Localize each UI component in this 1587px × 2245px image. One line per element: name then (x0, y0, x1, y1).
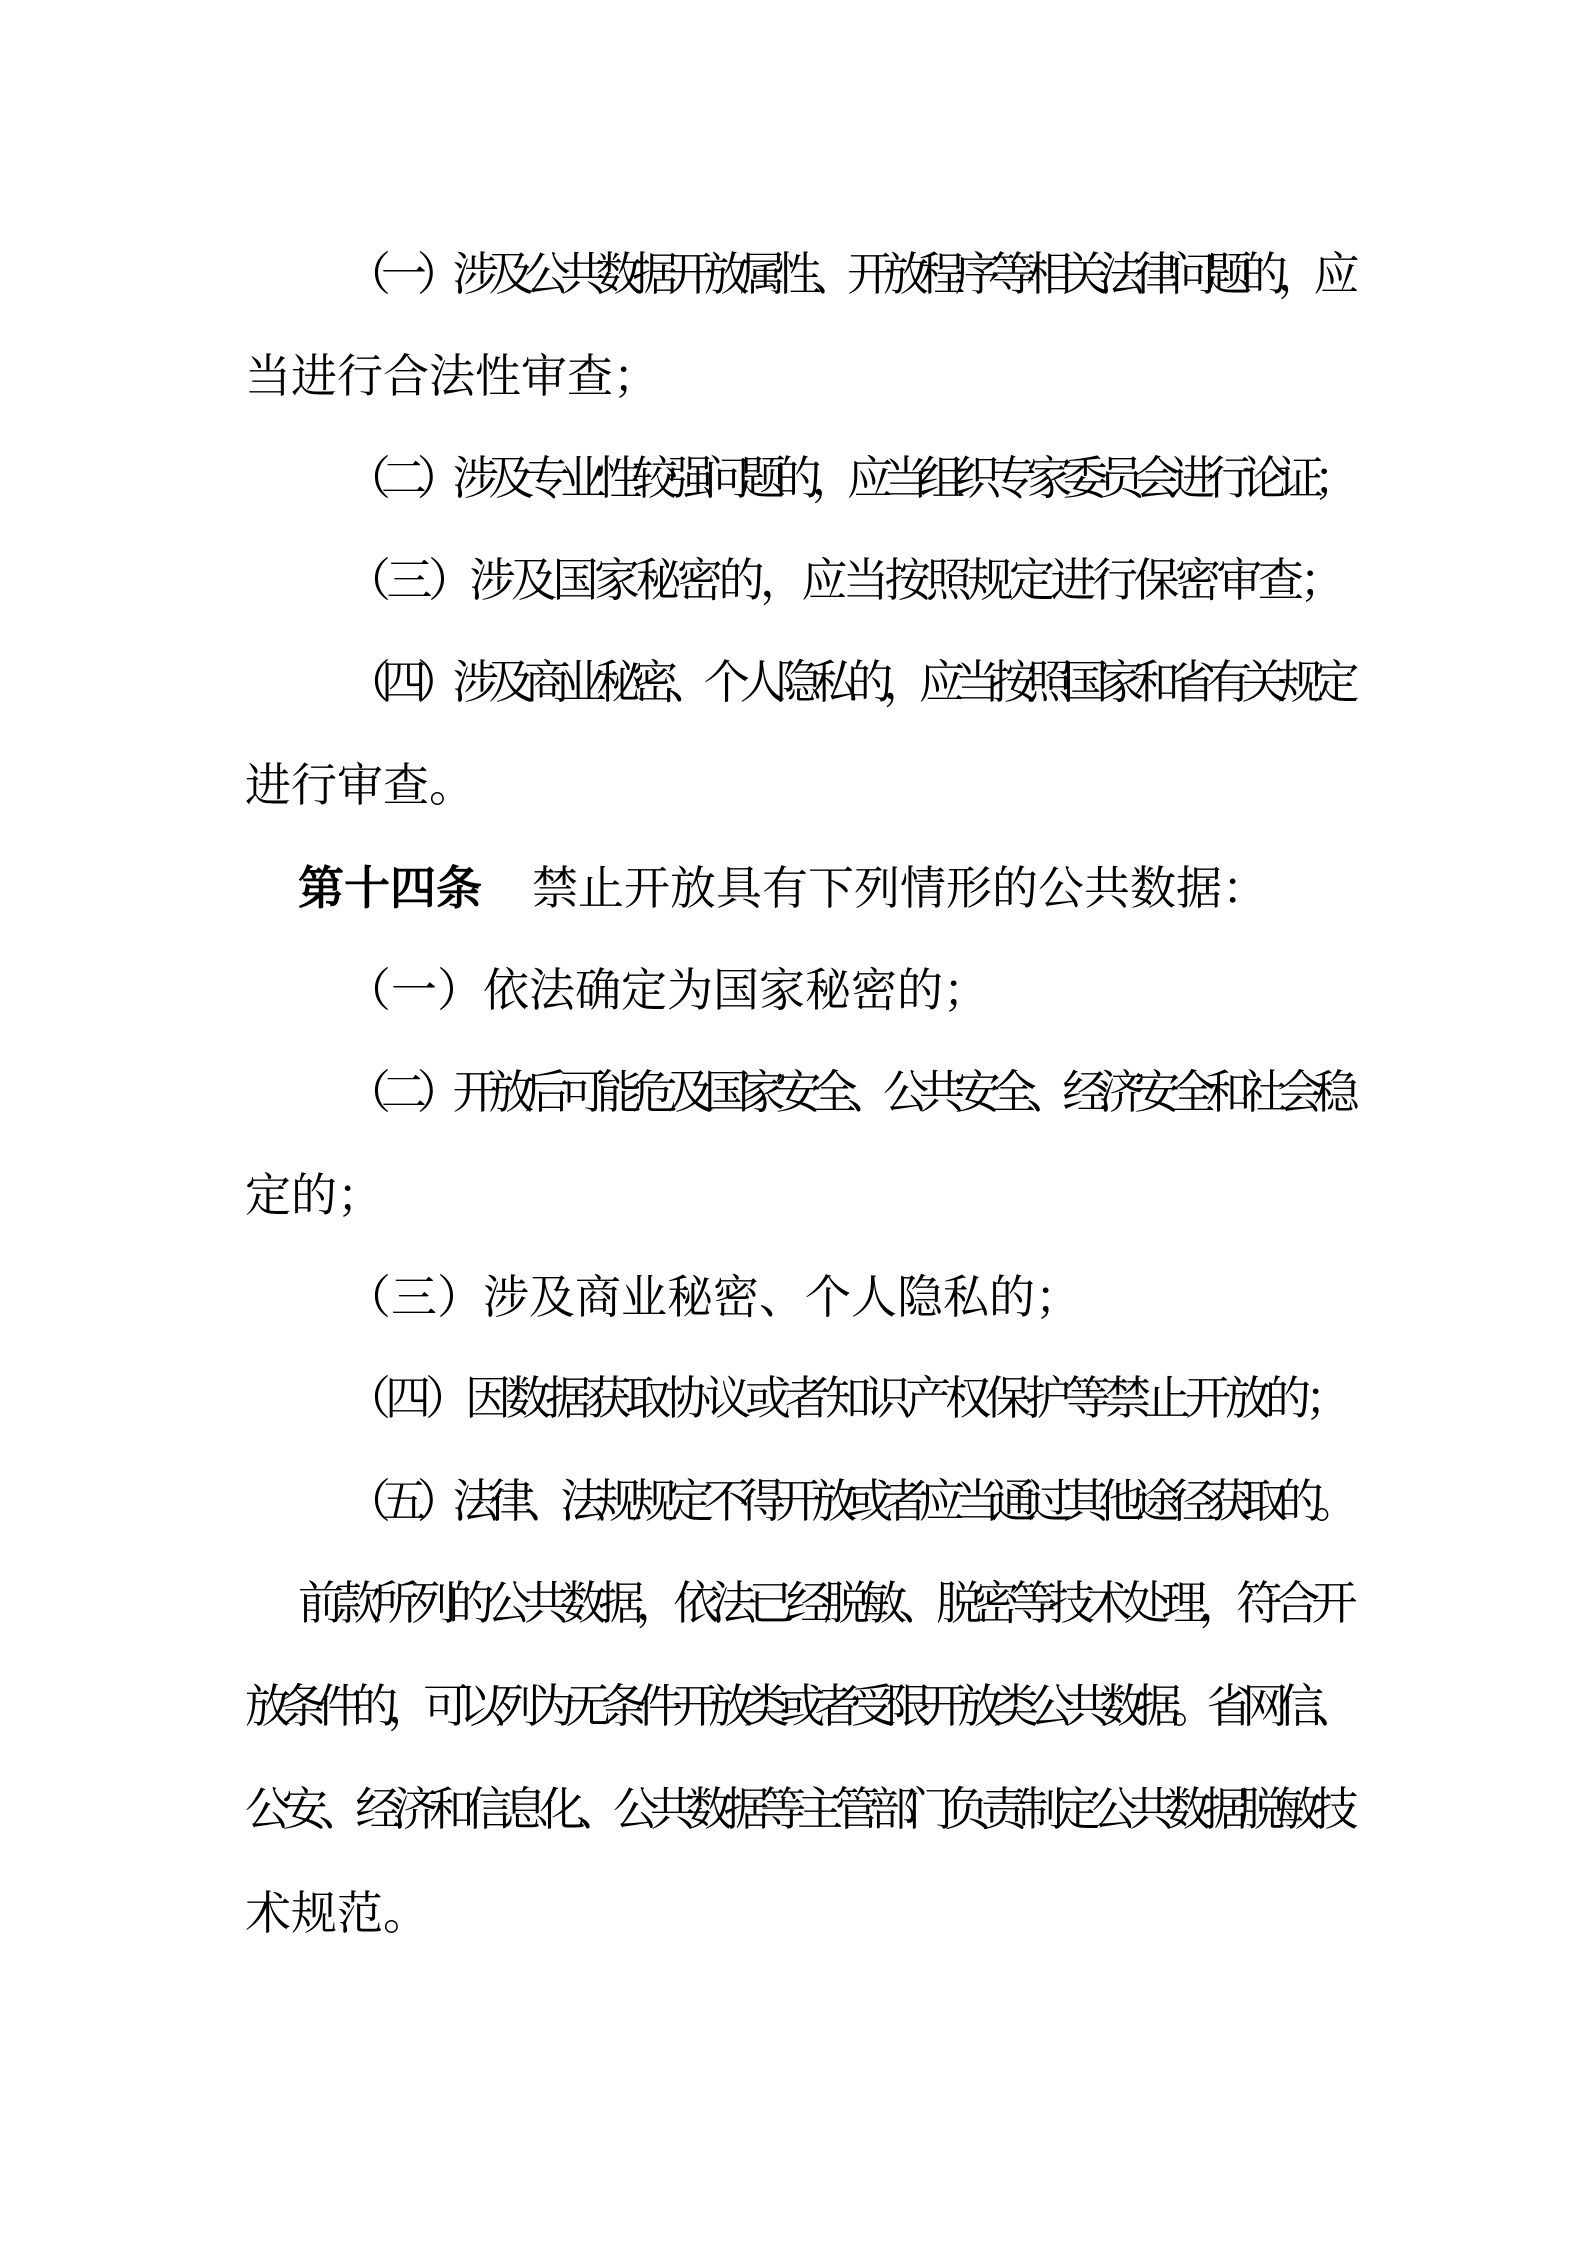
paragraph-line: 进行审查。 (245, 758, 475, 812)
paragraph-line: 公安、经济和信息化、公共数据等主管部门负责制定公共数据脱敏技 (245, 1782, 1349, 1836)
paragraph-line: （五）法律、法规规定不得开放或者应当通过其他途径获取的。 (345, 1474, 1349, 1528)
paragraph-line: （四）涉及商业秘密、个人隐私的，应当按照国家和省有关规定 (345, 655, 1349, 709)
paragraph-line: （三）涉及国家秘密的，应当按照规定进行保密审查； (345, 553, 1341, 607)
article-heading: 第十四条 (298, 861, 482, 915)
paragraph-line: （二）涉及专业性较强问题的，应当组织专家委员会进行论证； (345, 451, 1349, 505)
paragraph-line: （四）因数据获取协议或者知识产权保护等禁止开放的； (345, 1371, 1345, 1425)
article-14-line (298, 862, 1349, 914)
paragraph-line: 放条件的，可以列为无条件开放类或者受限开放类公共数据。省网信、 (245, 1679, 1349, 1733)
paragraph-line: （一）涉及公共数据开放属性、开放程序等相关法律问题的，应 (345, 247, 1349, 301)
paragraph-line: （二）开放后可能危及国家安全、公共安全、经济安全和社会稳 (345, 1065, 1349, 1119)
paragraph-line: 前款所列的公共数据，依法已经脱敏、脱密等技术处理，符合开 (298, 1576, 1349, 1630)
article-text: 禁止开放具有下列情形的公共数据： (532, 861, 1268, 915)
paragraph-line: （三）涉及商业秘密、个人隐私的； (345, 1270, 1081, 1324)
paragraph-line: 当进行合法性审查； (245, 349, 659, 403)
paragraph-line: 定的； (245, 1168, 383, 1222)
paragraph-line: （一）依法确定为国家秘密的； (345, 963, 989, 1017)
paragraph-line: 术规范。 (245, 1886, 429, 1940)
